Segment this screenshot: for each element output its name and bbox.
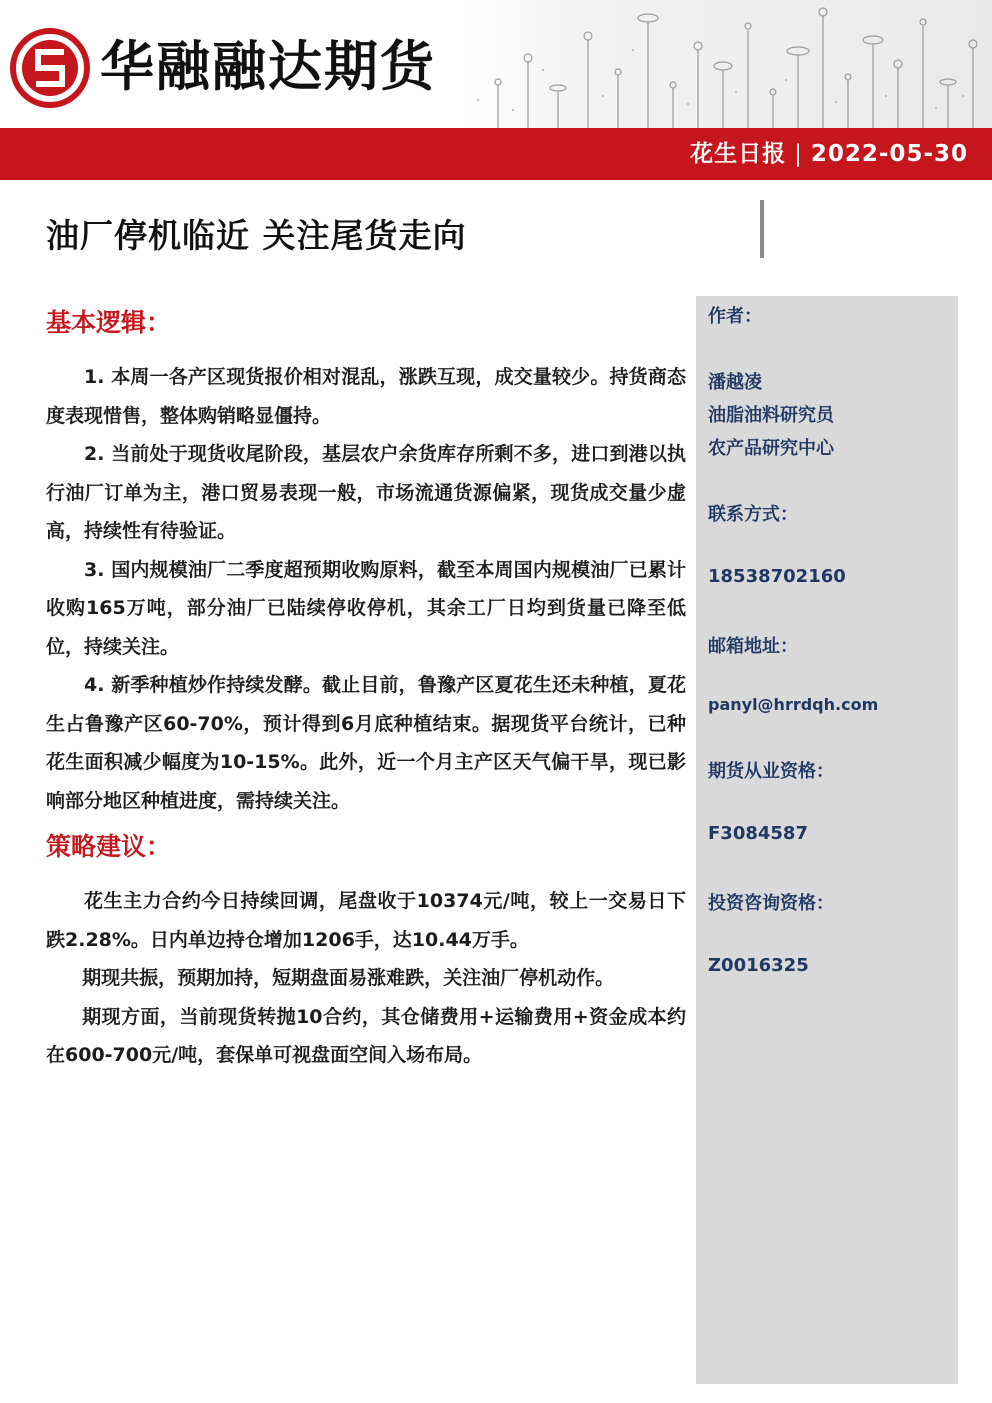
author-role: 油脂油料研究员 [708,405,834,426]
strategy-paragraph-2: 期现共振，预期加持，短期盘面易涨难跌，关注油厂停机动作。 [82,967,615,989]
report-type: 花生日报 [690,141,787,167]
consulting-qualification-label: 投资咨询资格： [708,893,834,914]
email-label: 邮箱地址： [708,636,798,657]
company-logo-icon [10,28,90,108]
author-sidebar [696,296,958,1384]
author-name: 潘越凌 [708,372,762,393]
strategy-paragraph-3: 期现方面，当前现货转抛10合约，其仓储费用+运输费用+资金成本约在600-700元/吨，套保单可视盘面空间入场布局。 [46,1005,686,1066]
author-label: 作者： [708,306,762,327]
basic-logic-paragraph-1: 1. 本周一各产区现货报价相对混乱，涨跌互现，成交量较少。持货商态度表现惜售，整体购销略显僵持。 [46,366,686,427]
report-separator: | [794,141,803,167]
futures-qualification-label: 期货从业资格： [708,761,834,782]
report-label [690,128,968,180]
decorative-rule [760,200,764,258]
basic-logic-paragraph-2: 2. 当前处于现货收尾阶段，基层农户余货库存所剩不多，进口到港以执行油厂订单为主，港口贸易表现一般，市场流通货源偏紧，现货成交量少虚高，持续性有待验证。 [46,443,686,542]
basic-logic-paragraph-3: 3. 国内规模油厂二季度超预期收购原料，截至本周国内规模油厂已累计收购165万吨，部分油厂已陆续停收停机，其余工厂日均到货量已降至低位，持续关注。 [46,558,686,658]
strategy-paragraph-1: 花生主力合约今日持续回调，尾盘收于10374元/吨，较上一交易日下跌2.28%。日内单边持仓增加1206手，达10.44万手。 [46,890,686,951]
futures-qualification-number: F3084587 [708,823,808,844]
section-title-strategy: 策略建议： [46,832,172,861]
header-decoration [458,0,992,128]
main-content [46,298,686,1075]
consulting-qualification-number: Z0016325 [708,955,809,976]
contact-label: 联系方式： [708,504,798,525]
company-name: 华融融达期货 [100,34,436,98]
contact-phone: 18538702160 [708,566,846,587]
email-address[interactable]: panyl@hrrdqh.com [708,695,879,714]
report-headline: 油厂停机临近 关注尾货走向 [46,216,467,255]
report-banner [0,128,992,180]
section-title-basic-logic: 基本逻辑： [46,308,172,337]
report-date: 2022-05-30 [810,141,968,167]
basic-logic-paragraph-4: 4. 新季种植炒作持续发酵。截止目前，鲁豫产区夏花生还未种植，夏花生占鲁豫产区60-70%，预计得到6月底种植结束。据现货平台统计，已种花生面积减少幅度为10-15%。此外，近一个月主产区天气偏干旱，现已影响部分地区种植进度，需持续关注。 [46,674,686,812]
author-department: 农产品研究中心 [708,438,834,459]
